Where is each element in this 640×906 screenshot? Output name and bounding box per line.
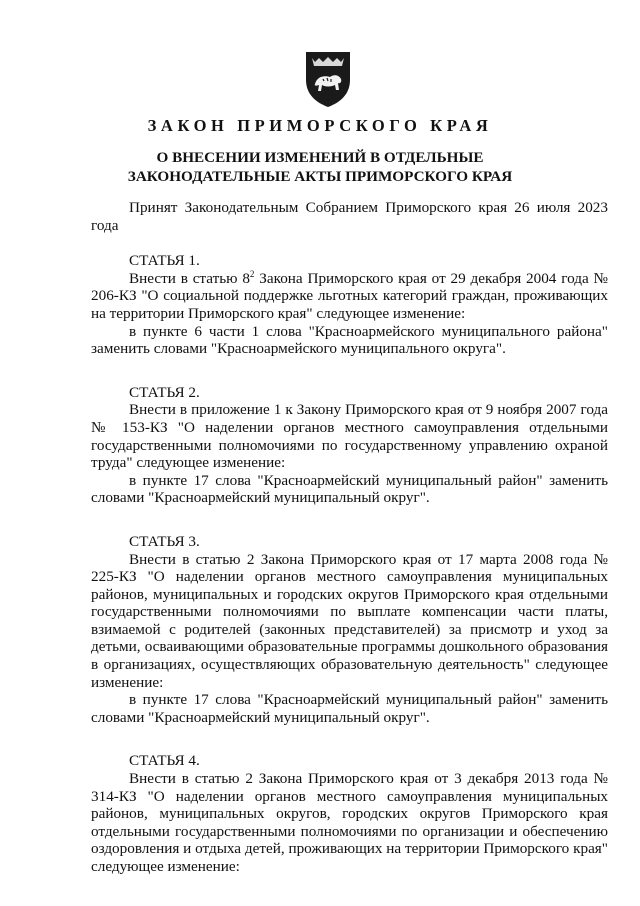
article-2-intro: Внести в приложение 1 к Закону Приморского края от 9 ноября 2007 года № 153-КЗ "О наделении органов местного самоуправления отдельными государственными полномочиями по государственному управлению охраной труда" следующее изменение: — [91, 401, 608, 472]
article-2-change: в пункте 17 слова "Красноармейский муниципальный район" заменить словами "Красноармейский муниципальный округ". — [91, 471, 608, 507]
article-1-heading: СТАТЬЯ 1. — [129, 252, 200, 270]
adoption-statement: Принят Законодательным Собранием Приморского края 26 июля 2023 года — [91, 199, 608, 234]
article-3-heading: СТАТЬЯ 3. — [129, 532, 200, 550]
article-3-change: в пункте 17 слова "Красноармейский муниципальный район" заменить словами "Красноармейский муниципальный округ". — [91, 691, 608, 726]
subtitle-line-2: ЗАКОНОДАТЕЛЬНЫЕ АКТЫ ПРИМОРСКОГО КРАЯ — [127, 168, 513, 185]
article-1-change: в пункте 6 части 1 слова "Красноармейского муниципального района" заменить словами "Красноармейского муниципального округа". — [91, 322, 608, 358]
subtitle-line-1: О ВНЕСЕНИИ ИЗМЕНЕНИЙ В ОТДЕЛЬНЫЕ — [156, 149, 484, 166]
article-4-intro: Внести в статью 2 Закона Приморского края от 3 декабря 2013 года № 314-КЗ "О наделении органов местного самоуправления муниципальных районов, муниципальных округов, городских округов Приморского края отдельными государственными полномочиями по организации и обеспечению оздоровления и отдыха детей, проживающих на территории Приморского края" следующее изменение: — [91, 770, 608, 875]
law-subtitle — [0, 148, 640, 186]
law-title: ЗАКОН ПРИМОРСКОГО КРАЯ — [147, 116, 493, 135]
article-2-heading: СТАТЬЯ 2. — [129, 383, 200, 401]
article-1-superscript: 2 — [249, 268, 255, 279]
article-1-intro — [91, 270, 608, 323]
article-4-heading: СТАТЬЯ 4. — [129, 752, 200, 770]
law-body — [91, 199, 608, 876]
article-1-intro-rest: Закона Приморского края от 29 декабря 2004 года № 206-КЗ "О социальной поддержке льготных категорий граждан, проживающих на территории Приморского края" следующее изменение: — [91, 269, 608, 322]
article-1-intro-start: Внести в статью 8 — [129, 269, 250, 287]
coat-of-arms-icon — [303, 50, 353, 108]
article-3-intro: Внести в статью 2 Закона Приморского края от 17 марта 2008 года № 225-КЗ "О наделении органов местного самоуправления муниципальных районов, муниципальных и городских округов Приморского края отдельными государственными полномочиями по выплате компенсации части платы, взимаемой с родителей (законных представителей) за присмотр и уход за детьми, осваивающими образовательные программы дошкольного образования в организациях, осуществляющих образовательную деятельность" следующее изменение: — [91, 550, 608, 691]
